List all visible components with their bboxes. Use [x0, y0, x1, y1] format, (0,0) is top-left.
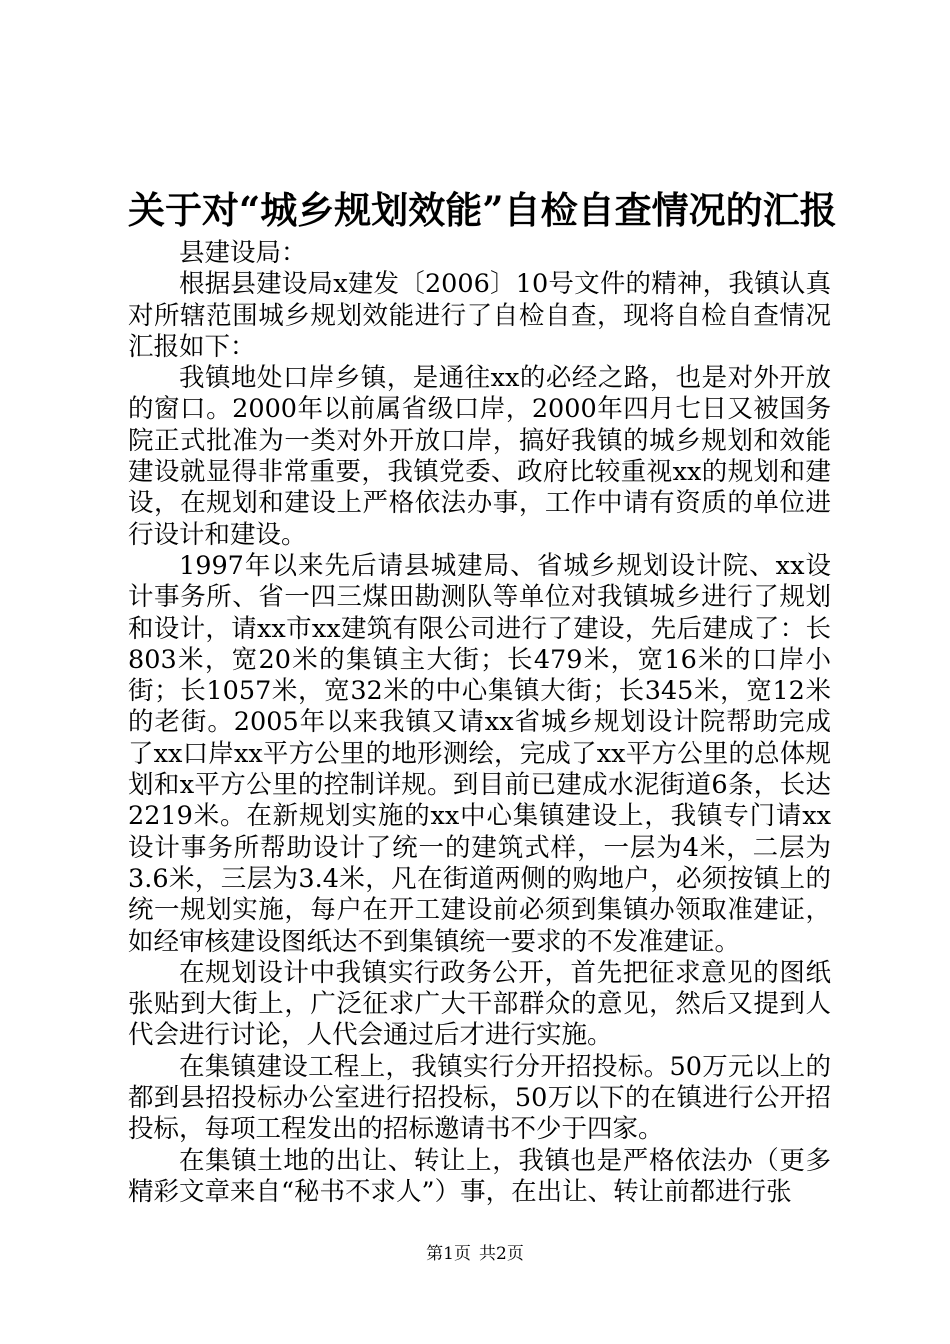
- paragraph-planning-history: 1997年以来先后请县城建局、省城乡规划设计院、xx设计事务所、省一四三煤田勘测队等单位对我镇城乡进行了规划和设计，请xx市xx建筑有限公司进行了建设，先后建成了：长803米，宽20米的集镇主大街；长479米，宽16米的口岸小街；长1057米，宽32米的中心集镇大街；长345米，宽12米的老街。2005年以来我镇又请xx省城乡规划设计院帮助完成了xx口岸xx平方公里的地形测绘，完成了xx平方公里的总体规划和x平方公里的控制详规。到目前已建成水泥街道6条，长达2219米。在新规划实施的xx中心集镇建设上，我镇专门请xx设计事务所帮助设计了统一的建筑式样，一层为4米，二层为3.6米，三层为3.4米，凡在街道两侧的购地户，必须按镇上的统一规划实施，每户在开工建设前必须到集镇办领取准建证，如经审核建设图纸达不到集镇统一要求的不发准建证。: [128, 550, 831, 957]
- paragraph-intro: 根据县建设局x建发〔2006〕10号文件的精神，我镇认真对所辖范围城乡规划效能进行了自检自查，现将自检自查情况汇报如下：: [128, 269, 831, 362]
- paragraph-location: 我镇地处口岸乡镇，是通往xx的必经之路，也是对外开放的窗口。2000年以前属省级口岸，2000年四月七日又被国务院正式批准为一类对外开放口岸，搞好我镇的城乡规划和效能建设就显得非常重要，我镇党委、政府比较重视xx的规划和建设，在规划和建设上严格依法办事，工作中请有资质的单位进行设计和建设。: [128, 363, 831, 550]
- document-title: 关于对“城乡规划效能”自检自查情况的汇报: [128, 188, 837, 232]
- paragraph-land-transfer: 在集镇土地的出让、转让上，我镇也是严格依法办（更多精彩文章来自“秘书不求人”）事，在出让、转让前都进行张: [128, 1145, 831, 1207]
- salutation: 县建设局：: [179, 238, 307, 268]
- page-number: 第1页: [426, 1244, 471, 1264]
- paragraph-transparency: 在规划设计中我镇实行政务公开，首先把征求意见的图纸张贴到大街上，广泛征求广大干部群众的意见，然后又提到人代会进行讨论，人代会通过后才进行实施。: [128, 957, 831, 1051]
- page-footer: [0, 1243, 950, 1265]
- paragraph-bidding: 在集镇建设工程上，我镇实行分开招投标。50万元以上的都到县招投标办公室进行招投标，50万以下的在镇进行公开招投标，每项工程发出的招标邀请书不少于四家。: [128, 1051, 831, 1145]
- document-body: [128, 238, 831, 1208]
- page-total: 共2页: [479, 1244, 524, 1264]
